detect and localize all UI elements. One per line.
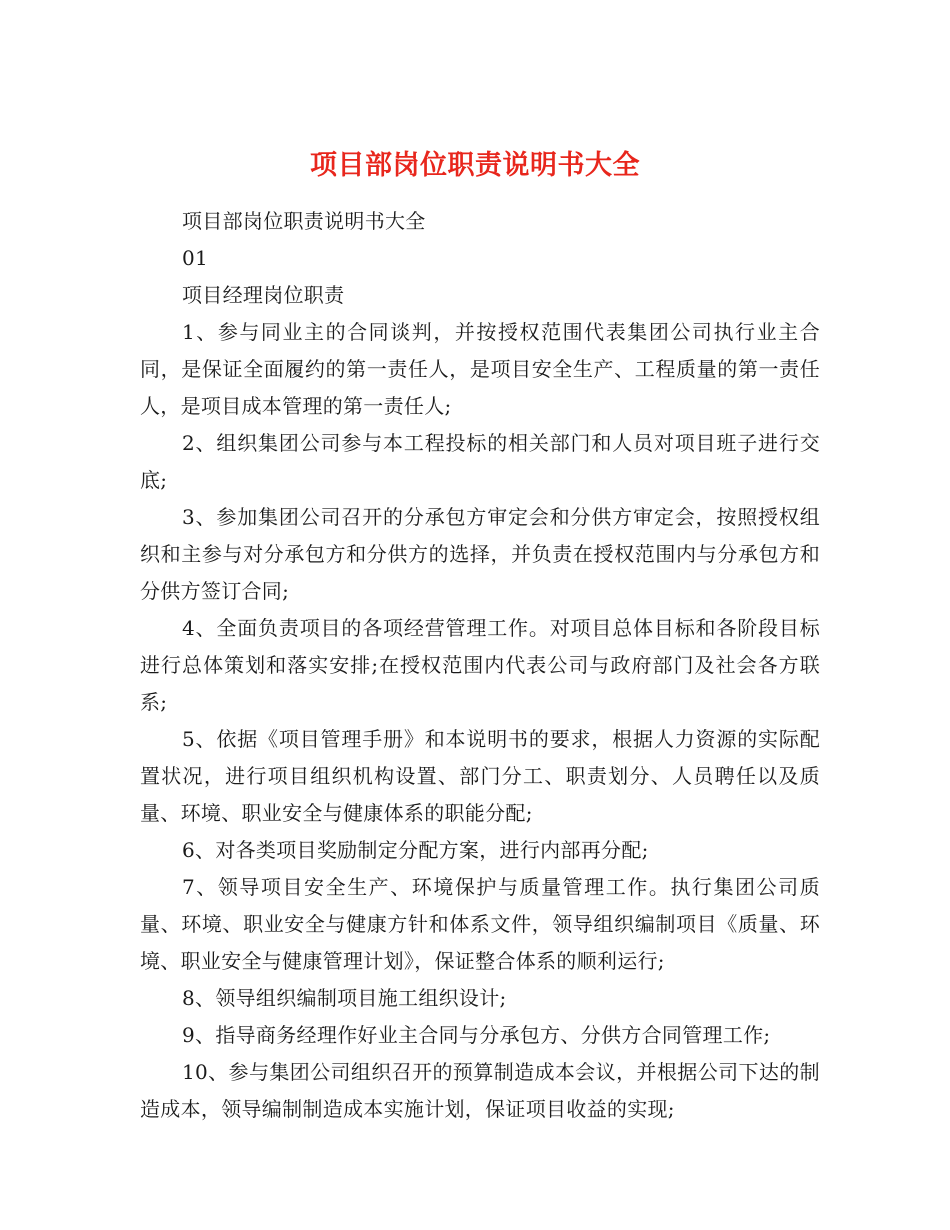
duty-item-2: 2、组织集团公司参与本工程投标的相关部门和人员对项目班子进行交底; (140, 431, 820, 492)
duty-item-7: 7、领导项目安全生产、环境保护与质量管理工作。执行集团公司质量、环境、职业安全与健康方针和体系文件，领导组织编制项目《质量、环境、职业安全与健康管理计划》，保证整合体系的顺利运行; (140, 875, 820, 973)
duty-item-10: 10、参与集团公司组织召开的预算制造成本会议，并根据公司下达的制造成本，领导编制制造成本实施计划，保证项目收益的实现; (140, 1060, 820, 1121)
document-body (140, 203, 820, 1128)
duty-item-8: 8、领导组织编制项目施工组织设计; (182, 986, 507, 1010)
duty-item-4: 4、全面负责项目的各项经营管理工作。对项目总体目标和各阶段目标进行总体策划和落实安排;在授权范围内代表公司与政府部门及社会各方联系; (140, 616, 820, 714)
duty-item-6: 6、对各类项目奖励制定分配方案，进行内部再分配; (182, 838, 649, 862)
duty-item-5: 5、依据《项目管理手册》和本说明书的要求，根据人力资源的实际配置状况，进行项目组织机构设置、部门分工、职责划分、人员聘任以及质量、环境、职业安全与健康体系的职能分配; (140, 727, 820, 825)
section-heading: 项目经理岗位职责 (182, 283, 345, 307)
duty-item-1: 1、参与同业主的合同谈判，并按授权范围代表集团公司执行业主合同，是保证全面履约的第一责任人，是项目安全生产、工程质量的第一责任人，是项目成本管理的第一责任人; (140, 320, 820, 418)
section-number: 01 (182, 246, 209, 270)
duty-item-9: 9、指导商务经理作好业主合同与分承包方、分供方合同管理工作; (182, 1023, 771, 1047)
document-title: 项目部岗位职责说明书大全 (310, 150, 640, 182)
doc-subtitle: 项目部岗位职责说明书大全 (182, 209, 426, 233)
duty-item-3: 3、参加集团公司召开的分承包方审定会和分供方审定会，按照授权组织和主参与对分承包方和分供方的选择，并负责在授权范围内与分承包方和分供方签订合同; (140, 505, 820, 603)
